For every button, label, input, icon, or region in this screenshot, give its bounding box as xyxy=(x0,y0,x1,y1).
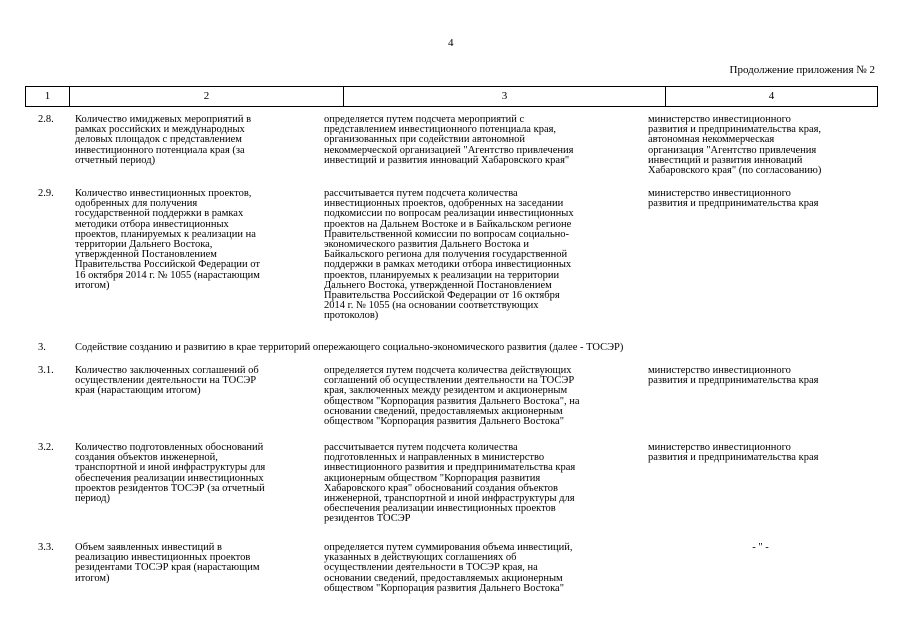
page-number: 4 xyxy=(448,37,454,49)
row-3-1-method: определяется путем подсчета количества действующих соглашений об осуществлении деятельности на ТОСЭР края, заключенных между резидентом и акционерным обществом "Корпорация развития Дальнего Востока", на основании сведений, предоставляемых акционерным обществом "Корпорация развития Дальнего Востока" xyxy=(324,365,580,428)
section-3-title: Содействие созданию и развитию в крае территорий опережающего социально-экономического развития (далее - ТОСЭР) xyxy=(75,342,624,353)
header-col-4: 4 xyxy=(768,90,775,102)
row-3-2-number: 3.2. xyxy=(38,442,54,453)
row-2-9-indicator: Количество инвестиционных проектов, одобренных для получения государственной поддержки в рамках методики отбора инвестиционных проектов, планируемых к реализации на территории Дальнего Востока, утвержденной Постановлением Правительства Российской Федерации от 16 октября 2014 г. № 1055 (нарастающим итогом) xyxy=(75,188,260,291)
row-3-1-indicator: Количество заключенных соглашений об осуществлении деятельности на ТОСЭР края (нарастающим итогом) xyxy=(75,365,259,397)
row-3-2-method: рассчитывается путем подсчета количества подготовленных и направленных в министерство инвестиционного развития и предпринимательства края акционерным обществом "Корпорация развития Хабаровского края" обоснований создания объектов инженерной, транспортной и иной инфраструктуры для обеспечения реализации инвестиционных проектов резидентов ТОСЭР xyxy=(324,442,576,525)
row-3-3-number: 3.3. xyxy=(38,542,54,553)
row-3-2-indicator: Количество подготовленных обоснований создания объектов инженерной, транспортной и иной инфраструктуры для обеспечения реализации инвестиционных проектов резидентов ТОСЭР (за отчетный период) xyxy=(75,442,266,505)
row-3-3-method: определяется путем суммирования объема инвестиций, указанных в действующих соглашениях об осуществлении деятельности в ТОСЭР края, на основании сведений, предоставляемых акционерным обществом "Корпорация развития Дальнего Востока" xyxy=(324,542,573,594)
header-col-3: 3 xyxy=(344,87,666,106)
row-2-9-number: 2.9. xyxy=(38,188,54,199)
header-col-2: 2 xyxy=(70,87,344,106)
row-3-2-responsible: министерство инвестиционного развития и предпринимательства края xyxy=(648,442,819,464)
row-2-8-responsible: министерство инвестиционного развития и предпринимательства края, автономная некоммерческая организация "Агентство привлечения инвестиций и развития инноваций Хабаровского края" (по согласованию) xyxy=(648,114,822,177)
row-3-3-indicator: Объем заявленных инвестиций в реализацию инвестиционных проектов резидентами ТОСЭР края (нарастающим итогом) xyxy=(75,542,260,584)
row-2-8-method: определяется путем подсчета мероприятий с представлением инвестиционного потенциала края, организованных при содействии автономной некоммерческой организацией "Агентство привлечения инвестиций и развития инноваций Хабаровского края" xyxy=(324,114,574,166)
row-2-8-number: 2.8. xyxy=(38,114,54,125)
row-3-3-responsible: - " - xyxy=(752,542,769,553)
row-2-9-method: рассчитывается путем подсчета количества инвестиционных проектов, одобренных на заседании подкомиссии по вопросам реализации инвестиционных проектов на Дальнем Востоке и в Байкальском регионе Правительственной комиссии по вопросам социально- экономического развития Дальнего Востока и Байкальского региона для получения государственной поддержки в рамках методики отбора инвестиционных проектов, планируемых к реализации на территории Дальнего Востока, утвержденной Постановлением Правительства Российской Федерации от 16 октября 2014 г. № 1055 (на основании соответствующих протоколов) xyxy=(324,188,574,322)
row-3-1-responsible: министерство инвестиционного развития и предпринимательства края xyxy=(648,365,819,387)
header-col-1: 1 xyxy=(26,87,70,106)
table-header xyxy=(25,86,878,107)
continuation-label: Продолжение приложения № 2 xyxy=(729,64,875,76)
row-2-8-indicator: Количество имиджевых мероприятий в рамках российских и международных деловых площадок с представлением инвестиционного потенциала края (за отчетный период) xyxy=(75,114,252,166)
section-3-number: 3. xyxy=(38,342,46,353)
row-3-1-number: 3.1. xyxy=(38,365,54,376)
row-2-9-responsible: министерство инвестиционного развития и предпринимательства края xyxy=(648,188,819,210)
